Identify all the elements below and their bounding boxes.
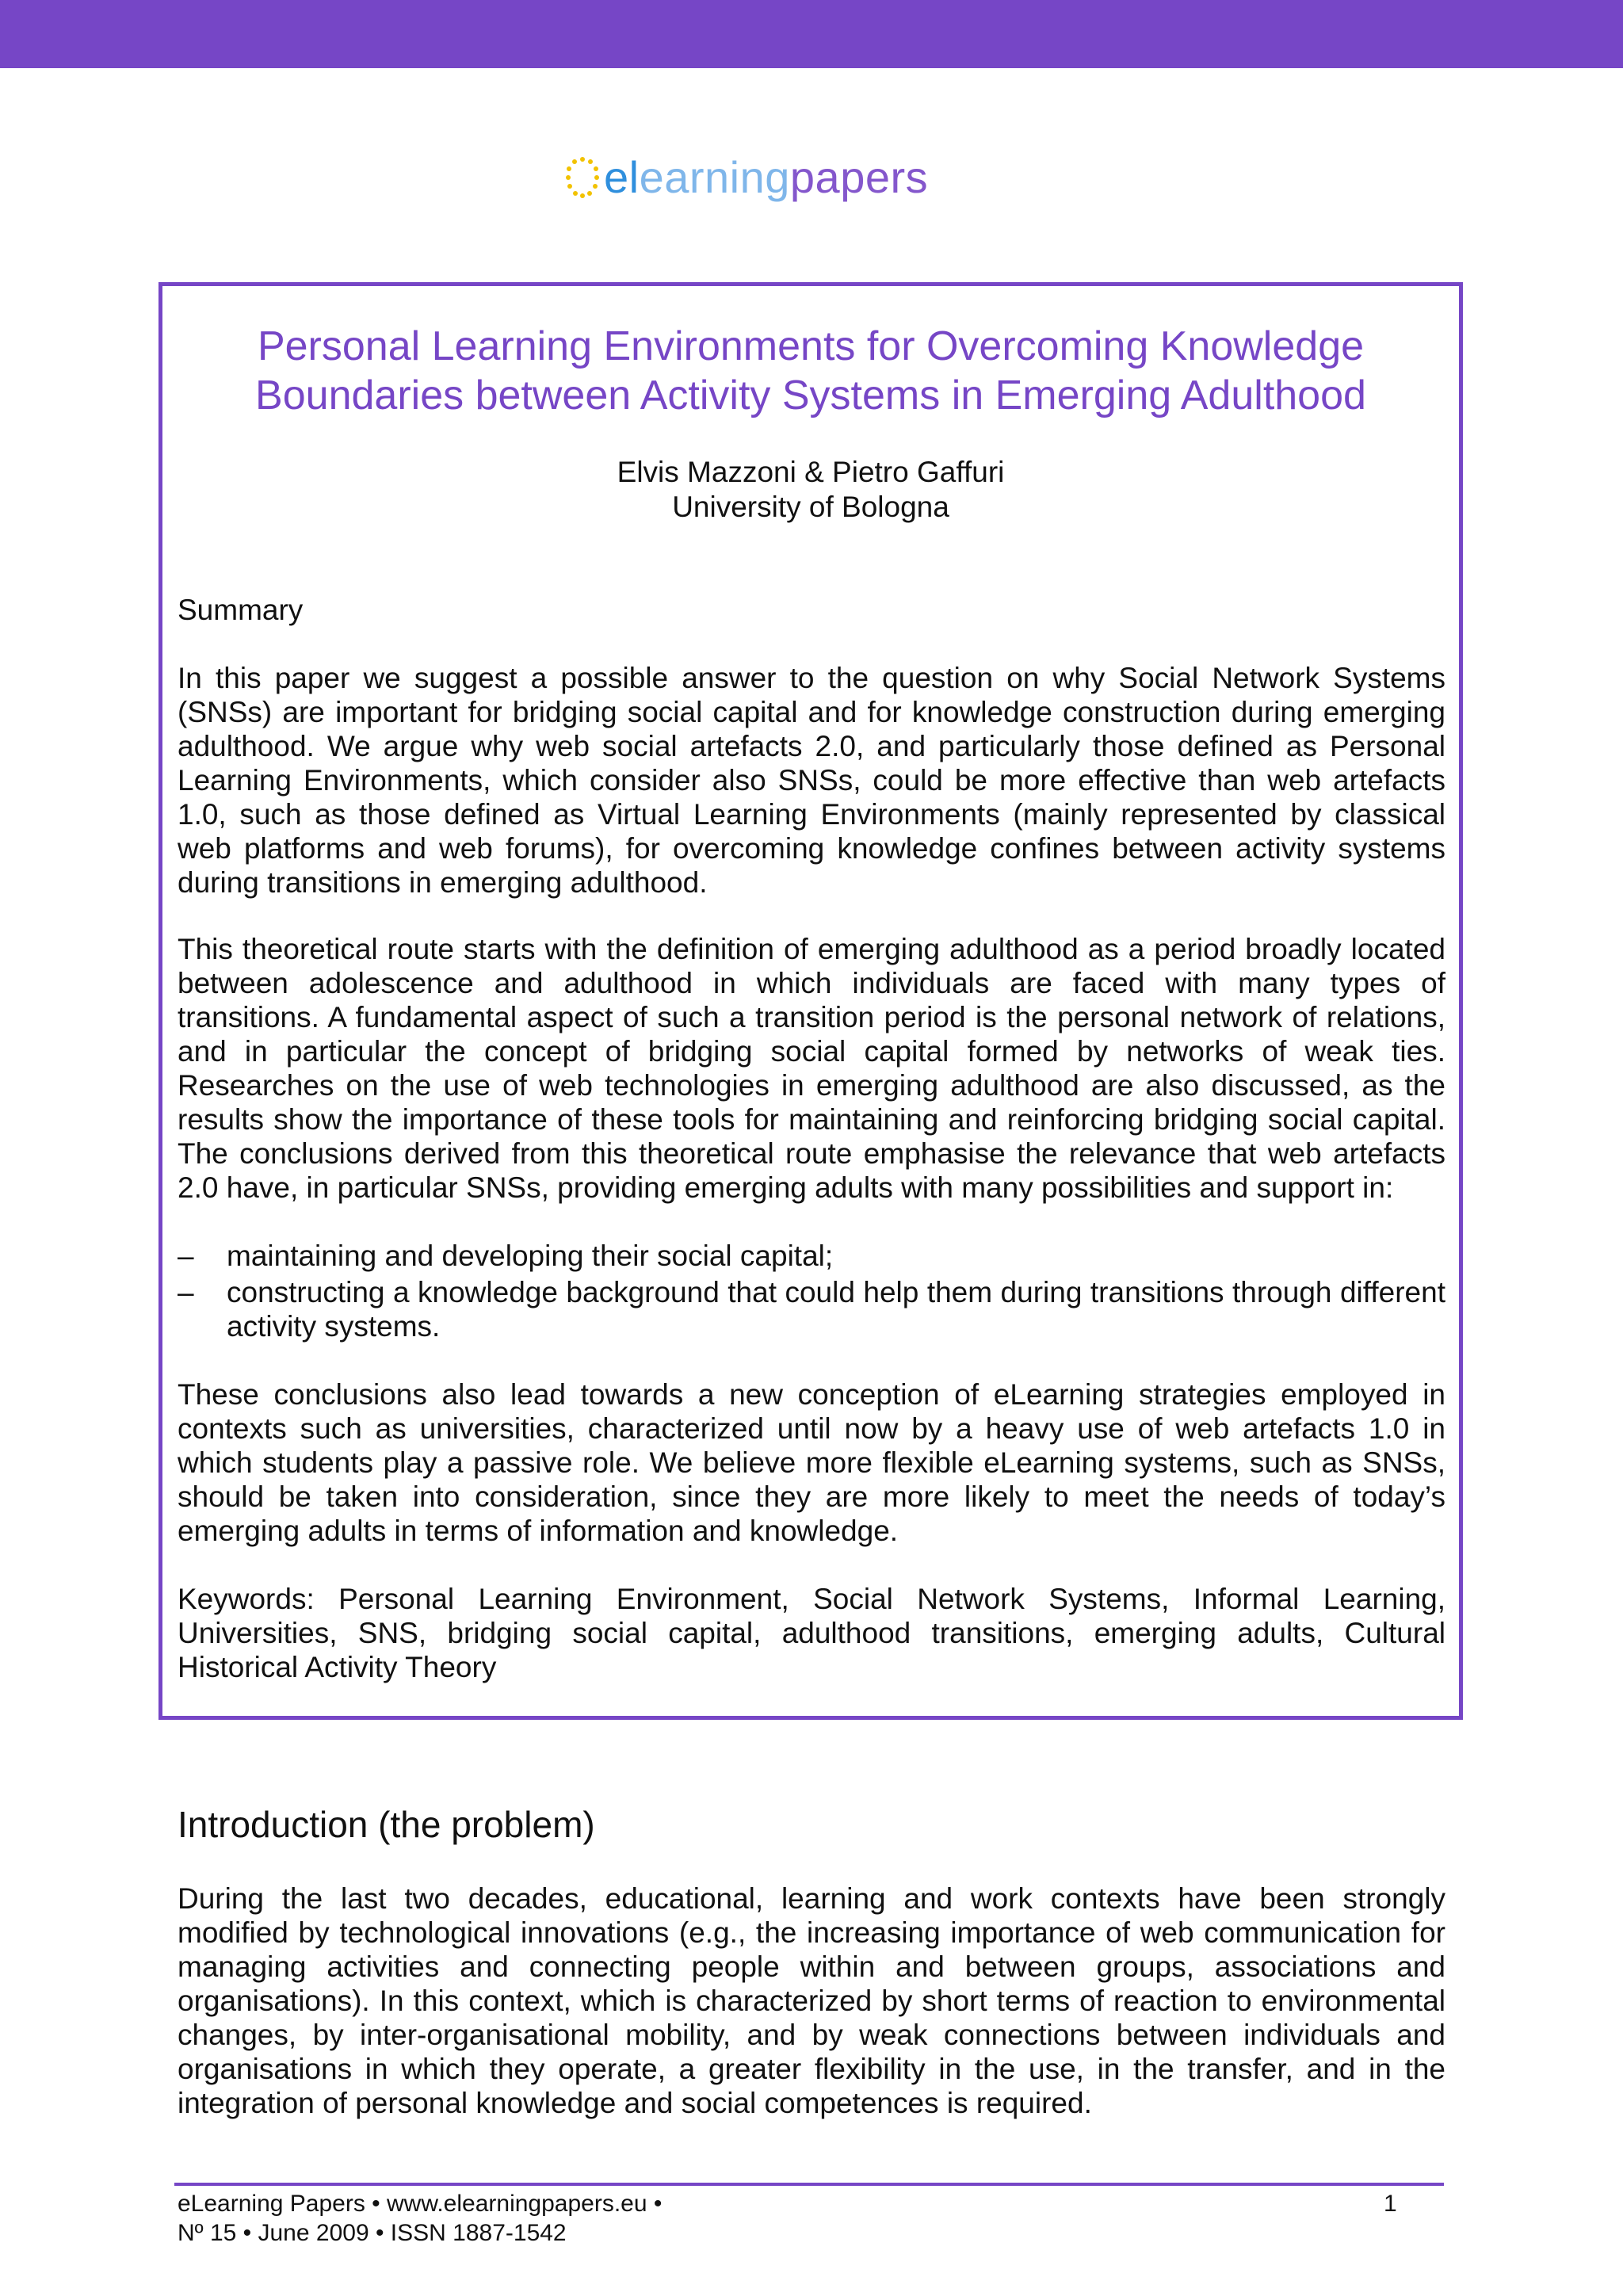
summary-bullet-list xyxy=(178,1239,1445,1346)
authors: Elvis Mazzoni & Pietro Gaffuri xyxy=(617,456,1005,488)
logo-part-papers: papers xyxy=(789,152,929,202)
summary-paragraph-3: These conclusions also lead towards a new conception of eLearning strategies employed in contexts such as universities, characterized until now by a heavy use of web artefacts 1.0 in which students play a passive role. We believe more flexible eLearning systems, such as SNSs, should be taken into consideration, since they are more likely to meet the needs of today’s emerging adults in terms of information and knowledge. xyxy=(178,1378,1445,1547)
logo-wordmark xyxy=(604,152,929,202)
affiliation: University of Bologna xyxy=(672,491,949,523)
keywords-paragraph xyxy=(178,1582,1445,1684)
footer-citation xyxy=(178,2189,662,2248)
paper-title xyxy=(158,322,1463,420)
logo-part-earning: earning xyxy=(639,152,790,202)
dash-bullet: – xyxy=(178,1240,194,1272)
title-line-2: Boundaries between Activity Systems in Emerging Adulthood xyxy=(255,372,1366,418)
logo-part-el: el xyxy=(604,152,640,202)
page-number: 1 xyxy=(1384,2191,1397,2217)
keywords-text: Personal Learning Environment, Social Network Systems, Informal Learning, Universities, SNS, bridging social capital, adulthood transitions, emerging adults, Cultural Historical Activity Theory xyxy=(178,1583,1445,1683)
list-item-text: maintaining and developing their social capital; xyxy=(227,1240,834,1272)
title-line-1: Personal Learning Environments for Overcoming Knowledge xyxy=(257,323,1365,369)
summary-paragraph-1: In this paper we suggest a possible answer to the question on why Social Network Systems (SNSs) are important for bridging social capital and for knowledge construction during emerging adulthood. We argue why web social artefacts 2.0, and particularly those defined as Personal Learning Environments, which consider also SNSs, could be more effective than web artefacts 1.0, such as those defined as Virtual Learning Environments (mainly represented by classical web platforms and web forums), for overcoming knowledge confines between activity systems during transitions in emerging adulthood. xyxy=(178,662,1445,899)
footer-line-2: Nº 15 • June 2009 • ISSN 1887-1542 xyxy=(178,2220,567,2246)
footer-rule xyxy=(174,2183,1444,2186)
summary-paragraph-2: This theoretical route starts with the definition of emerging adulthood as a period broadly located between adolescence and adulthood in which individuals are faced with many types of transitions. A fundamental aspect of such a transition period is the personal network of relations, and in particular the concept of bridging social capital formed by networks of weak ties. Researches on the use of web technologies in emerging adulthood are also discussed, as the results show the importance of these tools for maintaining and reinforcing bridging social capital. The conclusions derived from this theoretical route emphasise the relevance that web artefacts 2.0 have, in particular SNSs, providing emerging adults with many possibilities and support in: xyxy=(178,933,1445,1204)
footer-line-1: eLearning Papers • www.elearningpapers.eu • xyxy=(178,2191,663,2217)
header-band xyxy=(0,0,1623,68)
list-item xyxy=(178,1275,1445,1343)
author-block xyxy=(158,455,1463,525)
keywords-label: Keywords: xyxy=(178,1583,315,1615)
eu-stars-icon xyxy=(564,155,601,201)
dash-bullet: – xyxy=(178,1276,194,1308)
intro-paragraph-1: During the last two decades, educational, learning and work contexts have been strongly modified by technological innovations (e.g., the increasing importance of web communication for managing activities and connecting people within and between groups, associations and organisations). In this context, which is characterized by short terms of reaction to environmental changes, by inter-organisational mobility, and by weak connections between individuals and organisations in which they operate, a greater flexibility in the use, in the transfer, and in the integration of personal knowledge and social competences is required. xyxy=(178,1882,1445,2119)
list-item-text: constructing a knowledge background that could help them during transitions through different activity systems. xyxy=(227,1276,1445,1343)
intro-heading: Introduction (the problem) xyxy=(178,1804,595,1845)
elearningpapers-logo[interactable] xyxy=(564,146,928,209)
summary-heading: Summary xyxy=(178,594,304,626)
list-item xyxy=(178,1239,1445,1273)
